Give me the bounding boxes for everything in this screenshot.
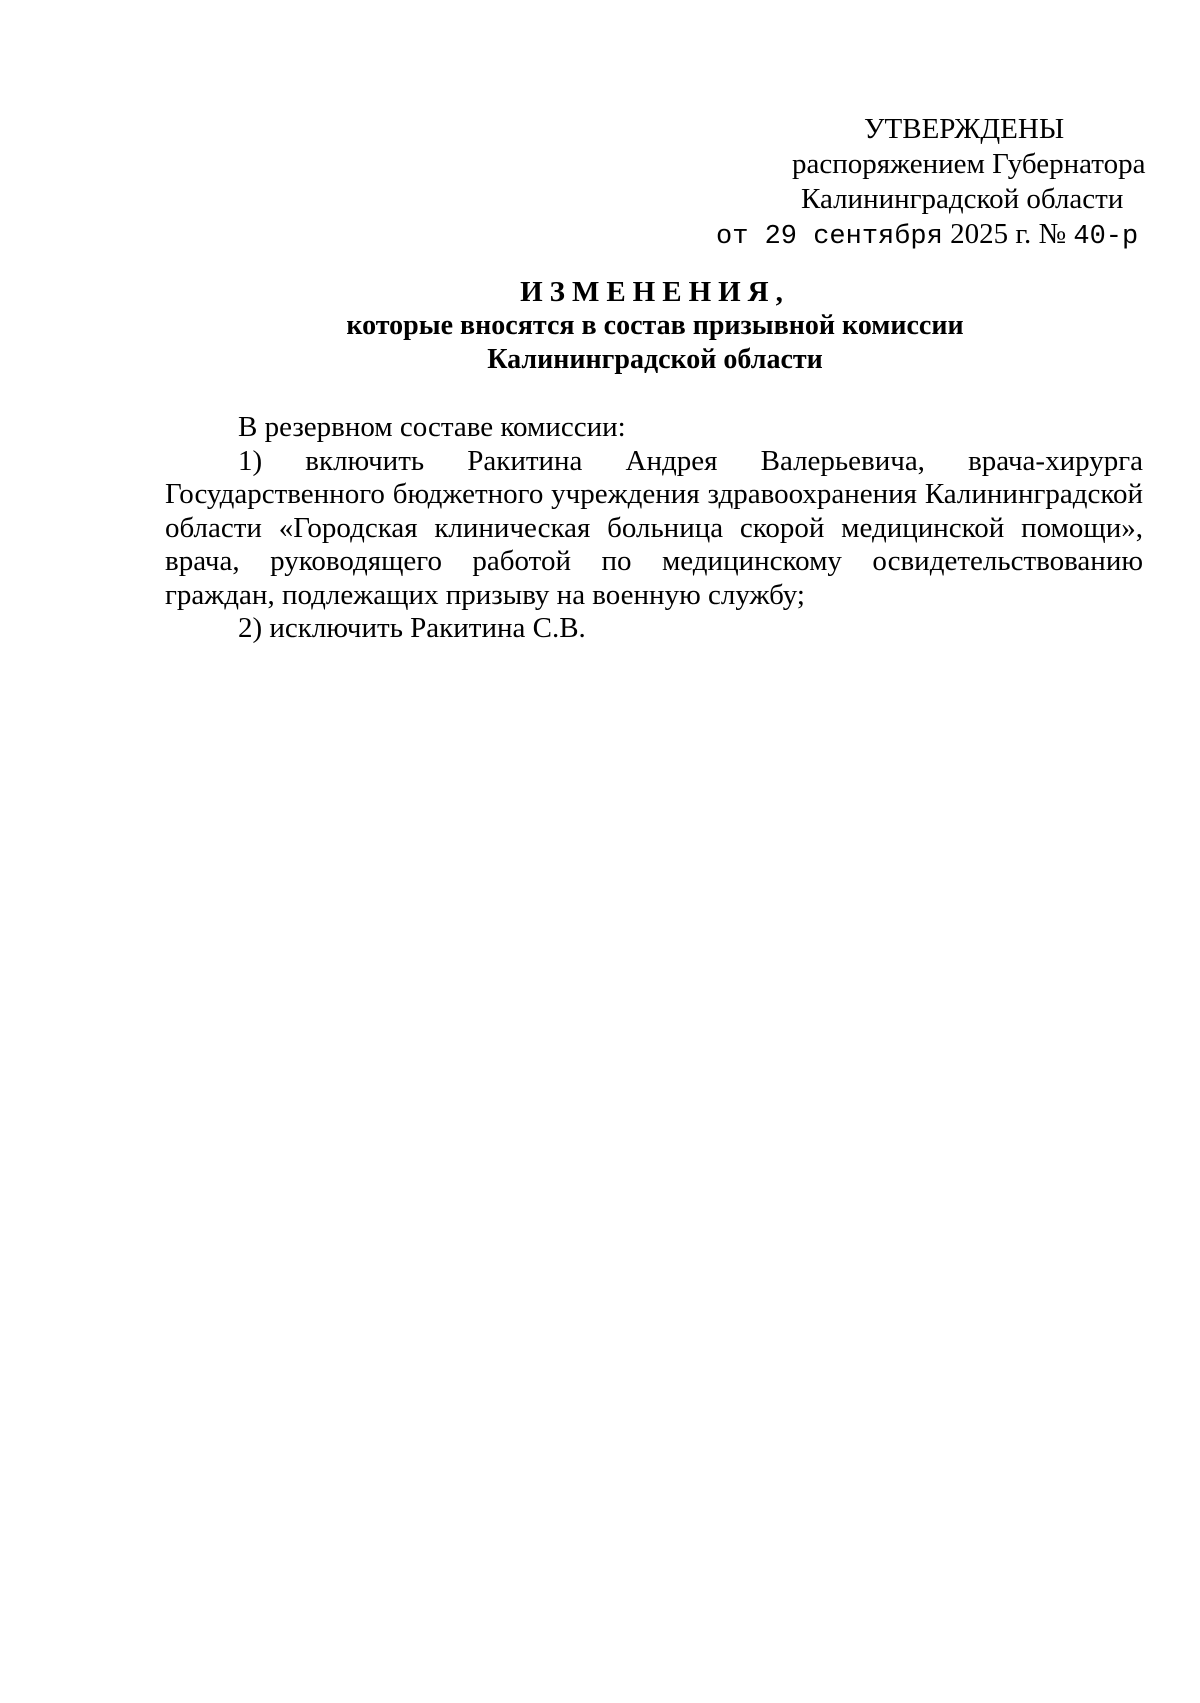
document-body bbox=[165, 411, 1143, 646]
approval-date: от 29 сентября bbox=[716, 222, 943, 252]
body-item-1: 1) включить Ракитина Андрея Валерьевича, врача-хирурга Государственного бюджетного учреждения здравоохранения Калининградской области «Городская клиническая больница скорой медицинской помощи», врача, руководящего работой по медицинскому освидетельствованию граждан, подлежащих призыву на военную службу; bbox=[165, 444, 1143, 611]
body-item-2: 2) исключить Ракитина С.В. bbox=[238, 612, 586, 644]
approval-year: 2025 г. № bbox=[950, 218, 1067, 250]
approval-number: 40-р bbox=[1073, 222, 1139, 252]
body-intro: В резервном составе комиссии: bbox=[238, 411, 626, 443]
document-heading bbox=[160, 275, 1150, 377]
document-title: ИЗМЕНЕНИЯ, bbox=[520, 276, 790, 308]
approval-date-line bbox=[700, 217, 1140, 255]
document-subtitle-line2: Калининградской области bbox=[487, 344, 823, 375]
approval-stamp: УТВЕРЖДЕНЫ bbox=[864, 113, 1065, 145]
approval-order: распоряжением Губернатора bbox=[792, 148, 1146, 180]
approval-region: Калининградской области bbox=[801, 183, 1124, 215]
document-subtitle-line1: которые вносятся в состав призывной комиссии bbox=[346, 310, 964, 341]
approval-block bbox=[700, 112, 1146, 255]
